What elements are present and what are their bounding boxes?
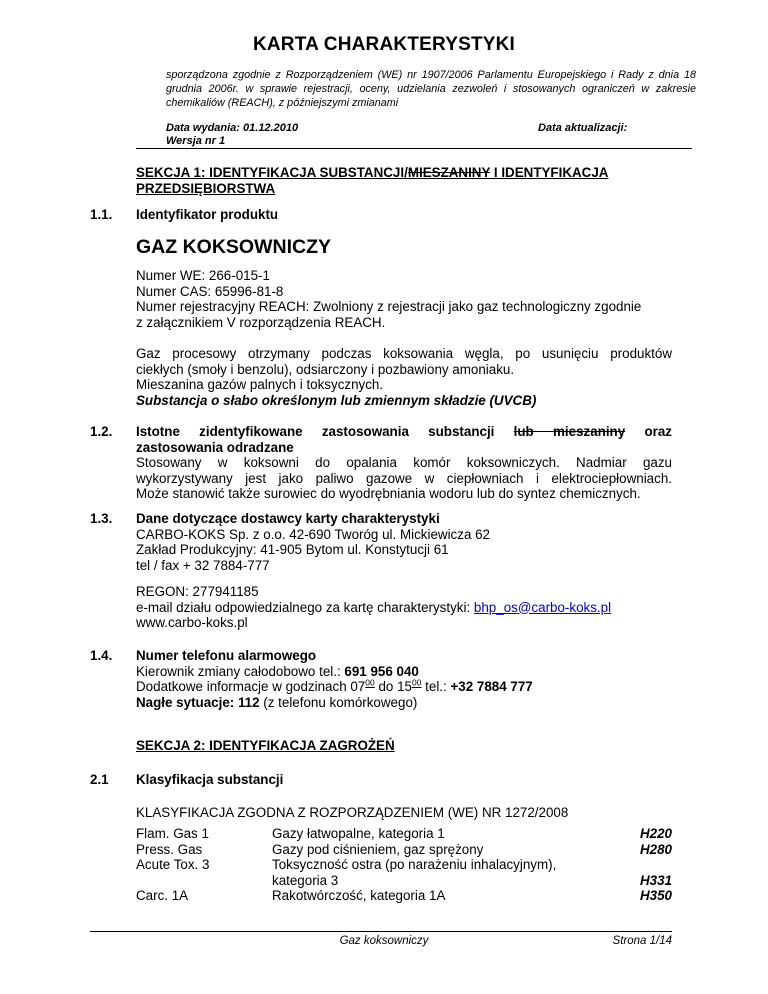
section-1-heading-struck: MIESZANINY xyxy=(407,165,491,180)
uvcb-note: Substancja o słabo określonym lub zmiennym składzie (UVCB) xyxy=(136,392,537,408)
emergency-number: Nagłe sytuacje: 112 xyxy=(136,694,260,710)
subsection-1-1-number: 1.1. xyxy=(90,207,113,222)
reach-number-line-2: z załącznikiem V rozporządzenia REACH. xyxy=(136,314,386,330)
hours-text-a: Dodatkowe informacje w godzinach 07 xyxy=(136,679,366,694)
footer-page-number: Strona 1/14 xyxy=(612,935,672,947)
section-1-heading-line-2: PRZEDSIĘBIORSTWA xyxy=(136,181,276,196)
website: www.carbo-koks.pl xyxy=(136,615,248,630)
product-name: GAZ KOKSOWNICZY xyxy=(136,236,331,258)
subsection-1-2-title-a: Istotne zidentyfikowane zastosowania substancji xyxy=(136,424,514,439)
regulation-intro: sporządzona zgodnie z Rozporządzeniem (WE) nr 1907/2006 Parlamentu Europejskiego i Rady z dnia 18 grudnia 2006r. w sprawie rejestracji, oceny, udzielania zezwoleń i stosowanych ograniczeń w zakresie chemikaliów (REACH), z późniejszymi zmianami xyxy=(166,69,696,109)
hazard-statement-code: H280 xyxy=(639,841,672,857)
subsection-1-2 xyxy=(136,424,672,502)
product-identifiers xyxy=(136,268,672,330)
office-hours-line xyxy=(136,679,672,695)
hazard-description: kategoria 3 xyxy=(272,872,339,888)
description-line-2: ciekłych (smoły i benzolu), odsiarczony i pozbawiony amoniaku. xyxy=(136,361,515,377)
uses-line-3: Może stanowić także surowiec do wyodrębniania wodoru lub do syntez chemicznych. xyxy=(136,486,641,501)
hours-text-b: do 15 xyxy=(374,679,412,694)
hazard-description: Gazy pod ciśnieniem, gaz sprężony xyxy=(272,841,484,857)
description-line-3: Mieszanina gazów palnych i toksycznych. xyxy=(136,377,384,392)
subsection-2-1-number: 2.1 xyxy=(90,772,109,787)
version-number: Wersja nr 1 xyxy=(166,135,226,147)
emergency-line xyxy=(136,695,672,711)
hazard-class-code: Flam. Gas 1 xyxy=(136,826,209,841)
supplier-phone: tel / fax + 32 7884-777 xyxy=(136,557,270,573)
subsection-1-2-title-line-2: zastosowania odradzane xyxy=(136,439,294,455)
we-number: Numer WE: 266-015-1 xyxy=(136,268,270,283)
hazard-class-code: Acute Tox. 3 xyxy=(136,857,210,872)
email-link[interactable]: bhp_os@carbo-koks.pl xyxy=(473,599,612,615)
hazard-statements xyxy=(600,826,672,904)
subsection-1-2-title xyxy=(136,424,672,440)
section-1-heading-part-b: I IDENTYFIKACJA xyxy=(490,165,609,180)
subsection-1-4-title: Numer telefonu alarmowego xyxy=(136,648,317,663)
production-plant: Zakład Produkcyjny: 41-905 Bytom ul. Konstytucji 61 xyxy=(136,542,449,557)
hazard-class-code: Press. Gas xyxy=(136,841,203,857)
subsection-1-3-number: 1.3. xyxy=(90,511,113,526)
hours-sup-start: 00 xyxy=(365,677,375,688)
header-divider xyxy=(136,148,692,149)
update-date: Data aktualizacji: xyxy=(538,122,628,134)
hours-text-c: tel.: xyxy=(421,679,451,694)
hazard-statement-code: H350 xyxy=(639,888,672,903)
section-1-heading-part-a: SEKCJA 1: IDENTYFIKACJA SUBSTANCJI/ xyxy=(136,165,408,180)
subsection-1-4-number: 1.4. xyxy=(90,648,113,663)
classification-descriptions xyxy=(272,826,602,904)
email-line xyxy=(136,600,672,616)
subsection-1-2-number: 1.2. xyxy=(90,424,113,439)
uses-line-1: Stosowany w koksowni do opalania komór koksowniczych. Nadmiar gazu xyxy=(136,455,672,470)
subsection-1-4 xyxy=(136,648,672,710)
cas-number: Numer CAS: 65996-81-8 xyxy=(136,283,284,299)
classification-codes xyxy=(136,826,266,904)
supplier-contacts xyxy=(136,584,672,631)
hazard-statement-code: H331 xyxy=(639,872,672,888)
emergency-note: (z telefonu komórkowego) xyxy=(259,694,418,710)
hazard-class-code xyxy=(136,873,266,889)
subsection-1-3 xyxy=(136,511,672,573)
hazard-description: Toksyczność ostra (po narażeniu inhalacyjnym), xyxy=(272,857,557,872)
reach-number-line-1: Numer rejestracyjny REACH: Zwolniony z rejestracji jako gaz technologiczny zgodnie xyxy=(136,299,642,314)
section-1-heading xyxy=(136,165,676,197)
issue-date: Data wydania: 01.12.2010 xyxy=(166,122,299,134)
hazard-class-code: Carc. 1A xyxy=(136,888,189,903)
subsection-2-1-title: Klasyfikacja substancji xyxy=(136,772,284,787)
hazard-statement-code xyxy=(600,857,672,873)
subsection-1-3-title: Dane dotyczące dostawcy karty charakterystyki xyxy=(136,511,440,526)
classification-heading: KLASYFIKACJA ZGODNA Z ROZPORZĄDZENIEM (WE) NR 1272/2008 xyxy=(136,805,569,820)
document-title: KARTA CHARAKTERYSTYKI xyxy=(252,34,516,55)
hazard-statement-code: H220 xyxy=(639,826,672,841)
supplier-address: CARBO-KOKS Sp. z o.o. 42-690 Tworóg ul. Mickiewicza 62 xyxy=(136,526,491,542)
product-description xyxy=(136,346,672,408)
hours-sup-end: 00 xyxy=(411,677,422,688)
email-label: e-mail działu odpowiedzialnego za kartę charakterystyki: xyxy=(136,599,474,615)
section-2-heading: SEKCJA 2: IDENTYFIKACJA ZAGROŻEŃ xyxy=(136,738,395,753)
footer-product-name: Gaz koksowniczy xyxy=(339,935,429,947)
regon-number: REGON: 277941185 xyxy=(136,584,259,599)
shift-manager-line xyxy=(136,664,672,680)
uses-line-2: wykorzystywany jest jako paliwo gazowe w ciepłowniach i elektrociepłowniach. xyxy=(136,470,672,486)
office-phone: +32 7884 777 xyxy=(450,679,533,694)
hazard-description: Rakotwórczość, kategoria 1A xyxy=(272,888,446,903)
subsection-1-1-title: Identyfikator produktu xyxy=(136,207,279,222)
shift-manager-label: Kierownik zmiany całodobowo tel.: xyxy=(136,663,345,679)
footer-divider xyxy=(90,931,672,932)
shift-manager-phone: 691 956 040 xyxy=(344,663,419,679)
subsection-1-2-title-b: oraz xyxy=(625,424,672,439)
hazard-description: Gazy łatwopalne, kategoria 1 xyxy=(272,826,445,841)
subsection-1-2-title-struck: lub mieszaniny xyxy=(513,424,626,439)
description-line-1: Gaz procesowy otrzymany podczas koksowania węgla, po usunięciu produktów xyxy=(136,346,672,361)
